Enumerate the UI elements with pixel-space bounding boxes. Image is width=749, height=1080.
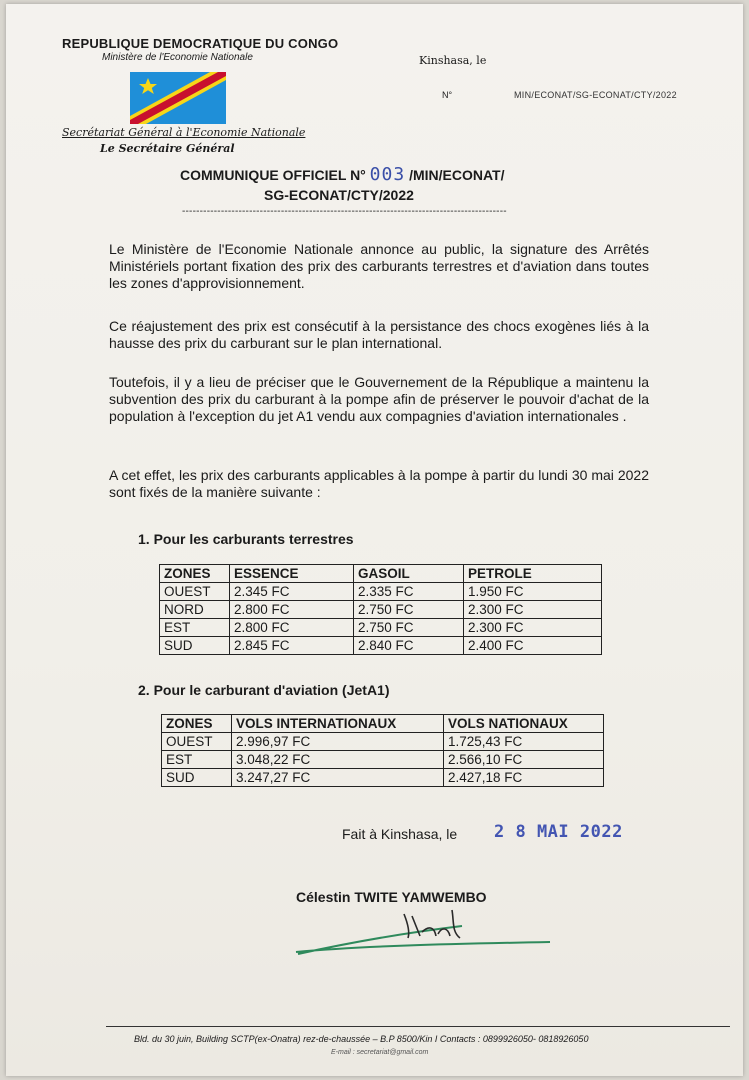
price-cell: 2.300 FC xyxy=(464,601,602,619)
price-cell: 2.800 FC xyxy=(230,619,354,637)
place-date-label: Kinshasa, le xyxy=(419,54,487,67)
footer-email: E-mail : secretariat@gmail.com xyxy=(331,1049,429,1056)
header-cell: ESSENCE xyxy=(230,565,354,583)
table-row xyxy=(162,733,604,751)
drc-flag-icon xyxy=(130,72,226,124)
price-cell: 2.335 FC xyxy=(354,583,464,601)
header-cell: ZONES xyxy=(162,715,232,733)
communique-title xyxy=(180,164,504,185)
zone-cell: EST xyxy=(162,751,232,769)
country-name: REPUBLIQUE DEMOCRATIQUE DU CONGO xyxy=(62,36,339,51)
price-cell: 1.725,43 FC xyxy=(444,733,604,751)
price-cell: 2.400 FC xyxy=(464,637,602,655)
signature-icon xyxy=(292,902,562,960)
paragraph-effective-date: A cet effet, les prix des carburants applicables à la pompe à partir du lundi 30 mai 2022 sont fixés de la manière suivante : xyxy=(109,467,649,500)
table-row xyxy=(160,583,602,601)
table-row xyxy=(160,637,602,655)
paragraph-reason: Ce réajustement des prix est consécutif à la persistance des chocs exogènes liés à la hausse des prix du carburant sur le plan international. xyxy=(109,318,649,351)
table-row xyxy=(160,619,602,637)
title-prefix: COMMUNIQUE OFFICIEL N° xyxy=(180,167,366,183)
header-cell: ZONES xyxy=(160,565,230,583)
price-cell: 2.566,10 FC xyxy=(444,751,604,769)
zone-cell: SUD xyxy=(162,769,232,787)
price-cell: 3.247,27 FC xyxy=(232,769,444,787)
zone-cell: NORD xyxy=(160,601,230,619)
header-cell: GASOIL xyxy=(354,565,464,583)
price-cell: 2.300 FC xyxy=(464,619,602,637)
table-header-row xyxy=(162,715,604,733)
ministry-name: Ministère de l'Economie Nationale xyxy=(102,52,253,63)
secretary-title: Le Secrétaire Général xyxy=(100,142,235,155)
price-cell: 2.750 FC xyxy=(354,619,464,637)
handwritten-number: 003 xyxy=(369,164,406,185)
reference-number: MIN/ECONAT/SG-ECONAT/CTY/2022 xyxy=(514,90,677,100)
zone-cell: OUEST xyxy=(162,733,232,751)
header-cell: VOLS NATIONAUX xyxy=(444,715,604,733)
price-cell: 2.750 FC xyxy=(354,601,464,619)
price-cell: 3.048,22 FC xyxy=(232,751,444,769)
price-cell: 2.800 FC xyxy=(230,601,354,619)
header-cell: PETROLE xyxy=(464,565,602,583)
price-cell: 2.996,97 FC xyxy=(232,733,444,751)
title-separator: -------------------------------------------------------------------------------------------- xyxy=(182,206,507,217)
price-cell: 2.840 FC xyxy=(354,637,464,655)
fait-a-kinshasa: Fait à Kinshasa, le xyxy=(342,826,458,842)
zone-cell: EST xyxy=(160,619,230,637)
paragraph-subsidy: Toutefois, il y a lieu de préciser que le Gouvernement de la République a maintenu la subvention des prix du carburant à la pompe afin de préserver le pouvoir d'achat de la population à l'exception du jet A1 vendu aux compagnies d'aviation internationales . xyxy=(109,374,649,424)
price-cell: 2.845 FC xyxy=(230,637,354,655)
title-suffix: /MIN/ECONAT/ xyxy=(409,167,505,183)
date-stamp: 2 8 MAI 2022 xyxy=(494,822,623,842)
footer-address: Bld. du 30 juin, Building SCTP(ex-Onatra) rez-de-chaussée – B.P 8500/Kin I Contacts : 0899926050- 0818926050 xyxy=(134,1034,589,1044)
header-cell: VOLS INTERNATIONAUX xyxy=(232,715,444,733)
zone-cell: OUEST xyxy=(160,583,230,601)
table-header-row xyxy=(160,565,602,583)
signer-name: Célestin TWITE YAMWEMBO xyxy=(296,889,487,905)
communique-title-line2: SG-ECONAT/CTY/2022 xyxy=(264,187,414,203)
footer-divider xyxy=(106,1026,730,1027)
section-aviation-title: 2. Pour le carburant d'aviation (JetA1) xyxy=(138,682,390,698)
price-cell: 2.345 FC xyxy=(230,583,354,601)
document-page xyxy=(6,4,743,1076)
paragraph-announcement: Le Ministère de l'Economie Nationale annonce au public, la signature des Arrêtés Ministériels portant fixation des prix des carburants terrestres et d'aviation dans toutes les zones d'approvisionnement. xyxy=(109,241,649,291)
table-row xyxy=(162,769,604,787)
price-cell: 2.427,18 FC xyxy=(444,769,604,787)
terrestrial-fuel-table xyxy=(159,564,602,655)
number-label: N° xyxy=(442,90,453,100)
price-cell: 1.950 FC xyxy=(464,583,602,601)
table-row xyxy=(162,751,604,769)
table-row xyxy=(160,601,602,619)
zone-cell: SUD xyxy=(160,637,230,655)
secretariat-name: Secrétariat Général à l'Economie Nationale xyxy=(62,126,306,139)
aviation-fuel-table xyxy=(161,714,604,787)
section-terrestrial-title: 1. Pour les carburants terrestres xyxy=(138,531,354,547)
